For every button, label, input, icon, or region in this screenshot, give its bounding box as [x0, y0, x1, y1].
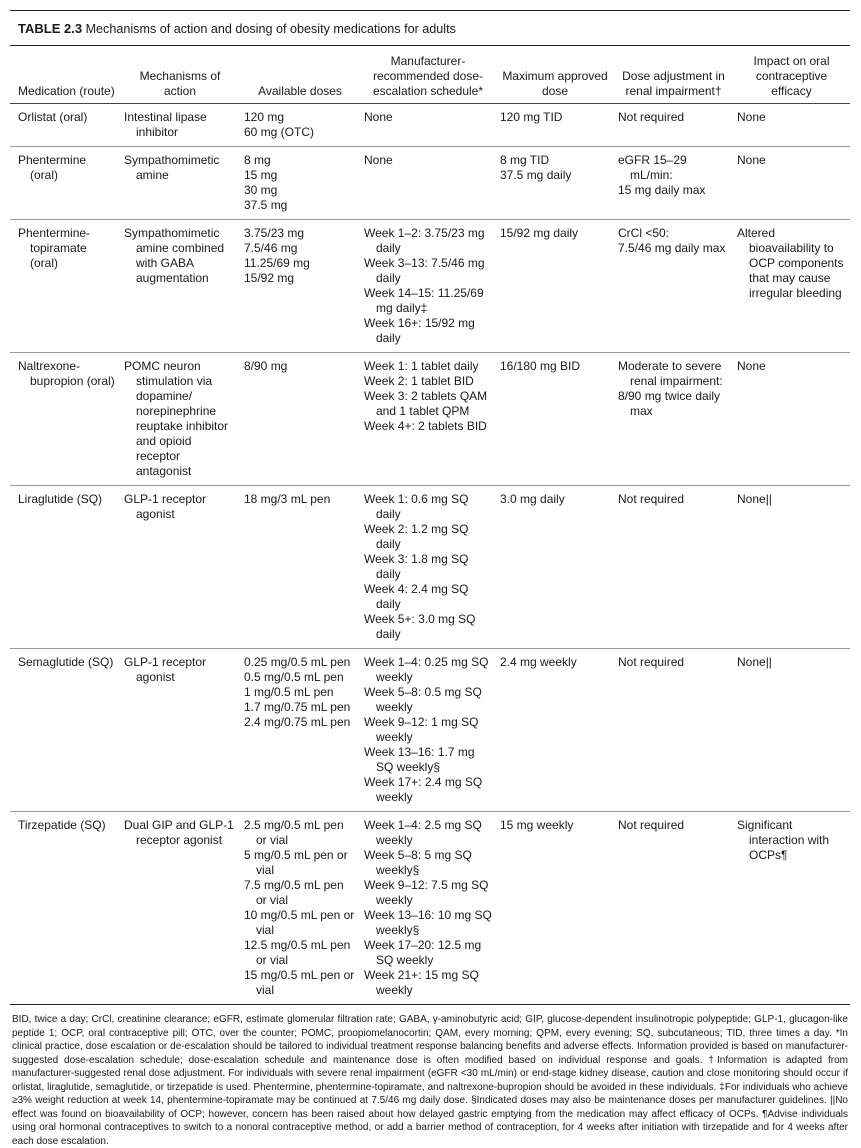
available-doses-cell [240, 104, 360, 147]
medication-cell [10, 220, 120, 353]
cell-line: Week 5–8: 0.5 mg SQ weekly [364, 685, 482, 714]
table-body [10, 104, 850, 1005]
table-row [10, 104, 850, 147]
cell-line: 15/92 mg daily [500, 226, 579, 240]
renal-adjustment-cell [614, 104, 733, 147]
cell-line: 37.5 mg daily [500, 168, 572, 182]
escalation-schedule-cell [360, 220, 496, 353]
table-figure [10, 10, 850, 1148]
cell-line: Week 17–20: 12.5 mg SQ weekly [364, 938, 482, 967]
table-row [10, 649, 850, 812]
contraceptive-impact-cell [733, 220, 850, 353]
table-row [10, 147, 850, 220]
medication-cell [10, 486, 120, 649]
contraceptive-impact-cell [733, 147, 850, 220]
renal-adjustment-cell [614, 812, 733, 1005]
cell-line: Week 2: 1.2 mg SQ daily [364, 522, 469, 551]
cell-line: 60 mg (OTC) [244, 125, 315, 139]
cell-line: Week 21+: 15 mg SQ weekly [364, 968, 479, 997]
mechanism-cell [120, 353, 240, 486]
cell-line: 3.0 mg daily [500, 492, 565, 506]
cell-line: 15/92 mg [244, 271, 295, 285]
cell-line: Intestinal lipase inhibitor [124, 110, 207, 139]
contraceptive-impact-cell [733, 104, 850, 147]
cell-line: 18 mg/3 mL pen [244, 492, 331, 506]
cell-line: 7.5 mg/0.5 mL pen or vial [244, 878, 344, 907]
cell-line: Week 14–15: 11.25/69 mg daily‡ [364, 286, 484, 315]
mechanism-cell [120, 104, 240, 147]
renal-adjustment-cell [614, 649, 733, 812]
escalation-schedule-cell [360, 649, 496, 812]
maximum-dose-cell [496, 220, 614, 353]
cell-line: Significant interaction with OCPs¶ [737, 818, 830, 862]
cell-line: Week 4: 2.4 mg SQ daily [364, 582, 469, 611]
header-contraceptive-impact: Impact on oral contraceptive efficacy [733, 46, 850, 104]
available-doses-cell [240, 147, 360, 220]
mechanism-cell [120, 812, 240, 1005]
maximum-dose-cell [496, 147, 614, 220]
cell-line: Not required [618, 110, 685, 124]
table-footnote: BID, twice a day; CrCl, creatinine clearance; eGFR, estimate glomerular filtration rate; GABA, γ-aminobutyric acid; GIP, glucose-dependent insulinotropic polypeptide; GLP-1, glucagon-like peptide 1; OCP, oral contraceptive pill; OTC, over the counter; POMC, proopiomelanocortin; QAM, every morning; QPM, every evening; SQ, subcutaneous; TID, three times a day. *In clinical practice, dose escalation or de-escalation should be tailored to individual treatment response balancing benefits and adverse effects. Information provided is based on manufacturer-suggested dose-escalation schedule; dose-escalation schedule and maintenance dose is often modified based on individual response and goals. †Information is adapted from manufacturer-suggested renal dose adjustment. For individuals with severe renal impairment (eGFR <30 mL/min) or end-stage kidney disease, caution and close monitoring should occur if orlistat, liraglutide, semaglutide, or tirzepatide is used. Phentermine, phentermine-topiramate, and naltrexone-bupropion should be avoided in these individuals. ‡For individuals who achieve ≥3% weight reduction at week 14, phentermine-topiramate may be continued at 7.5/46 mg daily dose. §Indicated doses may also be maintenance doses per manufacturer guidelines. ||No effect was found on bioavailability of OCP; however, concern has been raised about how delayed gastric emptying from the medication may affect efficacy of OCPs. ¶Advise individuals using oral hormonal contraceptives to switch to a nonoral contraceptive method, or add a barrier method of contraception, for 4 weeks after initiation with tirzepatide and for 4 weeks after each dose escalation. [12, 1014, 848, 1147]
cell-line: 2.5 mg/0.5 mL pen or vial [244, 818, 344, 847]
medication-cell [10, 104, 120, 147]
mechanism-cell [120, 649, 240, 812]
cell-line: Liraglutide (SQ) [18, 492, 103, 506]
cell-line: 16/180 mg BID [500, 359, 581, 373]
cell-line: 10 mg/0.5 mL pen or vial [244, 908, 355, 937]
cell-line: 120 mg TID [500, 110, 563, 124]
cell-line: Week 13–16: 10 mg SQ weekly§ [364, 908, 492, 937]
cell-line: Week 5–8: 5 mg SQ weekly§ [364, 848, 472, 877]
cell-line: 8 mg [244, 153, 271, 167]
cell-line: Week 1–4: 0.25 mg SQ weekly [364, 655, 489, 684]
cell-line: Moderate to severe renal impairment: [618, 359, 723, 388]
cell-line: None [364, 153, 393, 167]
maximum-dose-cell [496, 353, 614, 486]
medication-cell [10, 812, 120, 1005]
table-number: TABLE 2.3 [18, 21, 83, 36]
cell-line: 15 mg daily max [618, 183, 706, 197]
table-row [10, 812, 850, 1005]
cell-line: 15 mg weekly [500, 818, 574, 832]
maximum-dose-cell [496, 104, 614, 147]
renal-adjustment-cell [614, 147, 733, 220]
cell-line: 37.5 mg [244, 198, 288, 212]
renal-adjustment-cell [614, 486, 733, 649]
cell-line: Not required [618, 492, 685, 506]
mechanism-cell [120, 486, 240, 649]
cell-line: Week 17+: 2.4 mg SQ weekly [364, 775, 483, 804]
header-renal-adjustment: Dose adjustment in renal impairment† [614, 46, 733, 104]
cell-line: 11.25/69 mg [244, 256, 310, 270]
cell-line: Not required [618, 818, 685, 832]
contraceptive-impact-cell [733, 649, 850, 812]
maximum-dose-cell [496, 649, 614, 812]
cell-line: Week 5+: 3.0 mg SQ daily [364, 612, 476, 641]
available-doses-cell [240, 812, 360, 1005]
header-available-doses: Available doses [240, 46, 360, 104]
escalation-schedule-cell [360, 147, 496, 220]
cell-line: Phentermine-topiramate (oral) [18, 226, 91, 270]
cell-line: Week 9–12: 7.5 mg SQ weekly [364, 878, 489, 907]
cell-line: Semaglutide (SQ) [18, 655, 114, 669]
contraceptive-impact-cell [733, 486, 850, 649]
cell-line: Sympathomimetic amine [124, 153, 220, 182]
medication-cell [10, 649, 120, 812]
cell-line: Week 1: 1 tablet daily [364, 359, 479, 373]
table-row [10, 353, 850, 486]
header-maximum-dose: Maximum approved dose [496, 46, 614, 104]
maximum-dose-cell [496, 812, 614, 1005]
cell-line: 5 mg/0.5 mL pen or vial [244, 848, 348, 877]
cell-line: None|| [737, 655, 772, 669]
cell-line: 7.5/46 mg [244, 241, 298, 255]
cell-line: Week 3–13: 7.5/46 mg daily [364, 256, 485, 285]
cell-line: 1 mg/0.5 mL pen [244, 685, 334, 699]
cell-line: 15 mg/0.5 mL pen or vial [244, 968, 355, 997]
cell-line: Week 16+: 15/92 mg daily [364, 316, 475, 345]
cell-line: POMC neuron stimulation via dopamine/ norepinephrine reuptake inhibitor and opioid receptor antagonist [124, 359, 229, 478]
contraceptive-impact-cell [733, 353, 850, 486]
escalation-schedule-cell [360, 812, 496, 1005]
mechanism-cell [120, 220, 240, 353]
cell-line: Orlistat (oral) [18, 110, 88, 124]
cell-line: Week 9–12: 1 mg SQ weekly [364, 715, 479, 744]
cell-line: Week 1–2: 3.75/23 mg daily [364, 226, 485, 255]
cell-line: 2.4 mg/0.75 mL pen [244, 715, 351, 729]
cell-line: Naltrexone-bupropion (oral) [18, 359, 115, 388]
cell-line: CrCl <50: [618, 226, 670, 240]
cell-line: None|| [737, 492, 772, 506]
cell-line: 0.25 mg/0.5 mL pen [244, 655, 351, 669]
maximum-dose-cell [496, 486, 614, 649]
contraceptive-impact-cell [733, 812, 850, 1005]
medication-cell [10, 353, 120, 486]
header-medication: Medication (route) [10, 46, 120, 104]
available-doses-cell [240, 486, 360, 649]
available-doses-cell [240, 220, 360, 353]
cell-line: 12.5 mg/0.5 mL pen or vial [244, 938, 351, 967]
cell-line: 8/90 mg twice daily max [618, 389, 721, 418]
cell-line: Week 1–4: 2.5 mg SQ weekly [364, 818, 482, 847]
available-doses-cell [240, 649, 360, 812]
cell-line: Dual GIP and GLP-1 receptor agonist [124, 818, 234, 847]
cell-line: Tirzepatide (SQ) [18, 818, 106, 832]
header-escalation-schedule: Manufacturer-recommended dose-escalation schedule* [360, 46, 496, 104]
mechanism-cell [120, 147, 240, 220]
cell-line: 8 mg TID [500, 153, 550, 167]
cell-line: Week 1: 0.6 mg SQ daily [364, 492, 469, 521]
cell-line: Week 2: 1 tablet BID [364, 374, 474, 388]
cell-line: 8/90 mg [244, 359, 288, 373]
cell-line: GLP-1 receptor agonist [124, 655, 207, 684]
cell-line: None [364, 110, 393, 124]
escalation-schedule-cell [360, 104, 496, 147]
cell-line: 30 mg [244, 183, 278, 197]
cell-line: 15 mg [244, 168, 278, 182]
cell-line: Phentermine (oral) [18, 153, 87, 182]
cell-line: GLP-1 receptor agonist [124, 492, 207, 521]
cell-line: Week 3: 1.8 mg SQ daily [364, 552, 469, 581]
table-row [10, 220, 850, 353]
cell-line: Week 4+: 2 tablets BID [364, 419, 487, 433]
cell-line: Week 13–16: 1.7 mg SQ weekly§ [364, 745, 475, 774]
cell-line: 0.5 mg/0.5 mL pen [244, 670, 344, 684]
cell-line: None [737, 359, 766, 373]
cell-line: None [737, 153, 766, 167]
escalation-schedule-cell [360, 353, 496, 486]
cell-line: 3.75/23 mg [244, 226, 305, 240]
cell-line: 1.7 mg/0.75 mL pen [244, 700, 351, 714]
header-row [10, 46, 850, 104]
table-row [10, 486, 850, 649]
cell-line: 2.4 mg weekly [500, 655, 577, 669]
medication-table [10, 46, 850, 1005]
cell-line: Altered bioavailability to OCP components that may cause irregular bleeding [737, 226, 844, 300]
cell-line: Week 3: 2 tablets QAM and 1 tablet QPM [364, 389, 488, 418]
cell-line: Not required [618, 655, 685, 669]
cell-line: 7.5/46 mg daily max [618, 241, 726, 255]
renal-adjustment-cell [614, 220, 733, 353]
cell-line: 120 mg [244, 110, 285, 124]
renal-adjustment-cell [614, 353, 733, 486]
available-doses-cell [240, 353, 360, 486]
medication-cell [10, 147, 120, 220]
cell-line: None [737, 110, 766, 124]
cell-line: Sympathomimetic amine combined with GABA augmentation [124, 226, 225, 285]
header-mechanism: Mechanisms of action [120, 46, 240, 104]
escalation-schedule-cell [360, 486, 496, 649]
table-title: Mechanisms of action and dosing of obesity medications for adults [85, 22, 456, 36]
cell-line: eGFR 15–29 mL/min: [618, 153, 687, 182]
table-caption [10, 10, 850, 46]
